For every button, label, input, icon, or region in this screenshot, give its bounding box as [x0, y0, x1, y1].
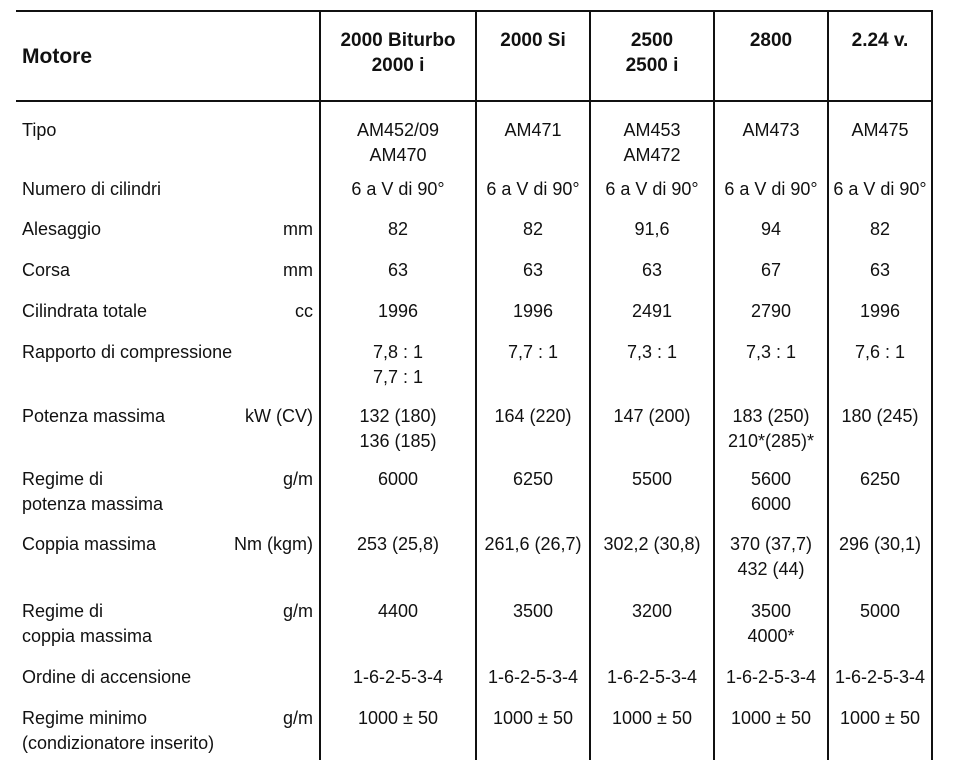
cell-value: 63: [387, 260, 409, 280]
cell-value: 1000 ± 50: [493, 708, 573, 728]
table-cell: [828, 299, 932, 340]
row-unit: [208, 101, 320, 177]
table-row: [16, 665, 932, 706]
table-cell: [714, 706, 828, 760]
column-header-line: 2500: [630, 30, 674, 51]
row-unit: cc: [295, 301, 313, 321]
table-cell: [590, 706, 714, 760]
row-label: [16, 217, 208, 258]
table-cell: [828, 467, 932, 532]
table-title: Motore: [16, 11, 320, 101]
cell-value: 261,6 (26,7): [484, 534, 582, 554]
cell-value: 7,3 : 1: [626, 342, 678, 362]
table-cell: [590, 665, 714, 706]
cell-value: 6 a V di 90°: [833, 179, 927, 199]
cell-value: 67: [760, 260, 782, 280]
table-cell: [714, 467, 828, 532]
cell-value: 2790: [750, 301, 792, 321]
cell-value: 5500: [631, 469, 673, 489]
column-header: [590, 11, 714, 101]
table-cell: [476, 532, 590, 599]
column-header-line: 2000 Biturbo: [340, 30, 456, 51]
row-unit: kW (CV): [245, 406, 313, 426]
cell-value: 91,6: [634, 219, 670, 239]
cell-value: 6000: [377, 469, 419, 489]
table-cell: [590, 101, 714, 177]
cell-value: AM473: [742, 120, 800, 140]
table-cell: [320, 404, 476, 467]
cell-value: 6250: [512, 469, 554, 489]
table-cell: [714, 532, 828, 599]
cell-value: 370 (37,7): [729, 534, 813, 554]
column-header-line: 2000 i: [371, 55, 425, 76]
table-cell: [828, 340, 932, 404]
table-cell: [320, 177, 476, 217]
row-unit: g/m: [282, 469, 313, 489]
row-label: [16, 665, 208, 706]
table-row: [16, 599, 932, 665]
table-cell: [476, 101, 590, 177]
table-body: [16, 101, 932, 760]
cell-value: 2491: [631, 301, 673, 321]
table-cell: [828, 258, 932, 299]
column-header-line: 2800: [749, 30, 793, 51]
table-cell: [476, 665, 590, 706]
table-cell: [320, 258, 476, 299]
table-cell: [476, 258, 590, 299]
table-cell: [590, 258, 714, 299]
table-cell: [714, 177, 828, 217]
cell-value: 82: [869, 219, 891, 239]
row-label-line: Corsa: [22, 260, 71, 280]
cell-value: AM453: [623, 120, 681, 140]
table-cell: [714, 340, 828, 404]
cell-value: 1-6-2-5-3-4: [725, 667, 817, 687]
cell-value: 7,8 : 1: [372, 342, 424, 362]
cell-value: 3500: [512, 601, 554, 621]
column-header: [320, 11, 476, 101]
cell-value: 1000 ± 50: [731, 708, 811, 728]
row-label: [16, 706, 215, 760]
column-header: [476, 11, 590, 101]
row-label-line: coppia massima: [22, 626, 153, 646]
row-label-line: Rapporto di compressione: [22, 342, 233, 362]
cell-value: 1000 ± 50: [358, 708, 438, 728]
cell-value: 6 a V di 90°: [351, 179, 445, 199]
header-row: [16, 11, 932, 101]
row-unit: mm: [283, 260, 313, 280]
cell-value: 1996: [377, 301, 419, 321]
table-row: [16, 404, 932, 467]
table-cell: [828, 177, 932, 217]
table-cell: [828, 101, 932, 177]
table-cell: [476, 340, 590, 404]
table-cell: [714, 217, 828, 258]
row-label-line: potenza massima: [22, 494, 164, 514]
engine-spec-table: [16, 10, 933, 760]
table-cell: [828, 599, 932, 665]
table-cell: [320, 665, 476, 706]
table-row: [16, 217, 932, 258]
row-label-line: Regime di: [22, 601, 104, 621]
table-cell: [476, 404, 590, 467]
table-cell: [590, 177, 714, 217]
table-cell: [828, 665, 932, 706]
cell-value: 3500: [750, 601, 792, 621]
cell-value: 1-6-2-5-3-4: [606, 667, 698, 687]
cell-value: 210*(285)*: [727, 431, 815, 451]
table-row: [16, 177, 932, 217]
table-cell: [320, 340, 476, 404]
table-cell: [320, 101, 476, 177]
cell-value: 5600: [750, 469, 792, 489]
row-label-line: Numero di cilindri: [22, 179, 162, 199]
cell-value: AM471: [504, 120, 562, 140]
cell-value: 6 a V di 90°: [605, 179, 699, 199]
cell-value: 136 (185): [359, 431, 437, 451]
row-unit: [208, 177, 320, 217]
table-cell: [476, 177, 590, 217]
cell-value: 1996: [512, 301, 554, 321]
table-cell: [828, 217, 932, 258]
table-cell: [714, 599, 828, 665]
table-cell: [714, 299, 828, 340]
column-header: [828, 11, 932, 101]
table-cell: [590, 217, 714, 258]
cell-value: 4400: [377, 601, 419, 621]
table-cell: [590, 599, 714, 665]
cell-value: 1-6-2-5-3-4: [834, 667, 926, 687]
table-cell: [828, 532, 932, 599]
column-header-line: 2000 Si: [500, 30, 566, 51]
cell-value: 253 (25,8): [356, 534, 440, 554]
table-cell: [476, 467, 590, 532]
table-cell: [476, 217, 590, 258]
column-header-line: 2500 i: [625, 55, 679, 76]
cell-value: 1-6-2-5-3-4: [487, 667, 579, 687]
table-row: [16, 706, 932, 760]
table-cell: [476, 599, 590, 665]
cell-value: AM452/09: [356, 120, 440, 140]
row-label: [16, 101, 208, 177]
table-cell: [828, 404, 932, 467]
row-label-line: Cilindrata totale: [22, 301, 148, 321]
table-row: [16, 340, 932, 404]
row-label: [16, 340, 233, 404]
table-cell: [590, 532, 714, 599]
cell-value: 183 (250): [732, 406, 810, 426]
table-row: [16, 299, 932, 340]
table-cell: [590, 340, 714, 404]
table-row: [16, 467, 932, 532]
cell-value: 132 (180): [359, 406, 437, 426]
row-unit: Nm (kgm): [234, 534, 313, 554]
row-label: [16, 467, 208, 532]
table-cell: [714, 665, 828, 706]
row-label-line: Alesaggio: [22, 219, 102, 239]
table-cell: [476, 706, 590, 760]
table-row: [16, 258, 932, 299]
row-label: [16, 404, 208, 467]
table-cell: [590, 467, 714, 532]
column-header-line: 2.24 v.: [851, 30, 909, 51]
cell-value: 432 (44): [737, 559, 805, 579]
cell-value: 180 (245): [841, 406, 919, 426]
cell-value: 63: [641, 260, 663, 280]
cell-value: 7,6 : 1: [854, 342, 906, 362]
row-label: [16, 599, 208, 665]
table-row: [16, 101, 932, 177]
cell-value: AM475: [851, 120, 909, 140]
cell-value: 4000*: [747, 626, 795, 646]
cell-value: 7,7 : 1: [372, 367, 424, 387]
row-unit: g/m: [282, 708, 313, 728]
cell-value: 6 a V di 90°: [486, 179, 580, 199]
row-unit: mm: [283, 219, 313, 239]
table-header: [16, 11, 932, 101]
table-cell: [320, 217, 476, 258]
cell-value: 6000: [750, 494, 792, 514]
cell-value: 164 (220): [494, 406, 572, 426]
cell-value: 5000: [859, 601, 901, 621]
cell-value: 1-6-2-5-3-4: [352, 667, 444, 687]
cell-value: 147 (200): [613, 406, 691, 426]
cell-value: 302,2 (30,8): [603, 534, 701, 554]
row-label: [16, 258, 208, 299]
cell-value: 296 (30,1): [838, 534, 922, 554]
cell-value: 82: [522, 219, 544, 239]
cell-value: 7,7 : 1: [507, 342, 559, 362]
table-cell: [714, 404, 828, 467]
cell-value: 94: [760, 219, 782, 239]
cell-value: 82: [387, 219, 409, 239]
cell-value: 7,3 : 1: [745, 342, 797, 362]
row-label-line: (condizionatore inserito): [22, 733, 215, 753]
cell-value: 6 a V di 90°: [724, 179, 818, 199]
table-cell: [714, 258, 828, 299]
table-cell: [320, 299, 476, 340]
cell-value: 6250: [859, 469, 901, 489]
row-label: [16, 177, 208, 217]
table-cell: [828, 706, 932, 760]
table-cell: [714, 101, 828, 177]
table-cell: [320, 599, 476, 665]
cell-value: 63: [522, 260, 544, 280]
column-header: [714, 11, 828, 101]
cell-value: 63: [869, 260, 891, 280]
cell-value: 1000 ± 50: [840, 708, 920, 728]
row-unit: g/m: [282, 601, 313, 621]
row-label-line: Coppia massima: [22, 534, 157, 554]
table-cell: [320, 706, 476, 760]
table-cell: [476, 299, 590, 340]
cell-value: AM472: [623, 145, 681, 165]
table-row: [16, 532, 932, 599]
cell-value: AM470: [369, 145, 427, 165]
row-label-line: Potenza massima: [22, 406, 166, 426]
table-cell: [590, 299, 714, 340]
row-unit: [208, 665, 320, 706]
row-label-line: Tipo: [22, 120, 57, 140]
row-label: [16, 299, 208, 340]
cell-value: 3200: [631, 601, 673, 621]
table-cell: [320, 467, 476, 532]
table-cell: [590, 404, 714, 467]
row-label-line: Regime di: [22, 469, 104, 489]
row-label-line: Regime minimo: [22, 708, 148, 728]
table-cell: [320, 532, 476, 599]
row-label-line: Ordine di accensione: [22, 667, 192, 687]
cell-value: 1996: [859, 301, 901, 321]
cell-value: 1000 ± 50: [612, 708, 692, 728]
row-label: [16, 532, 208, 599]
